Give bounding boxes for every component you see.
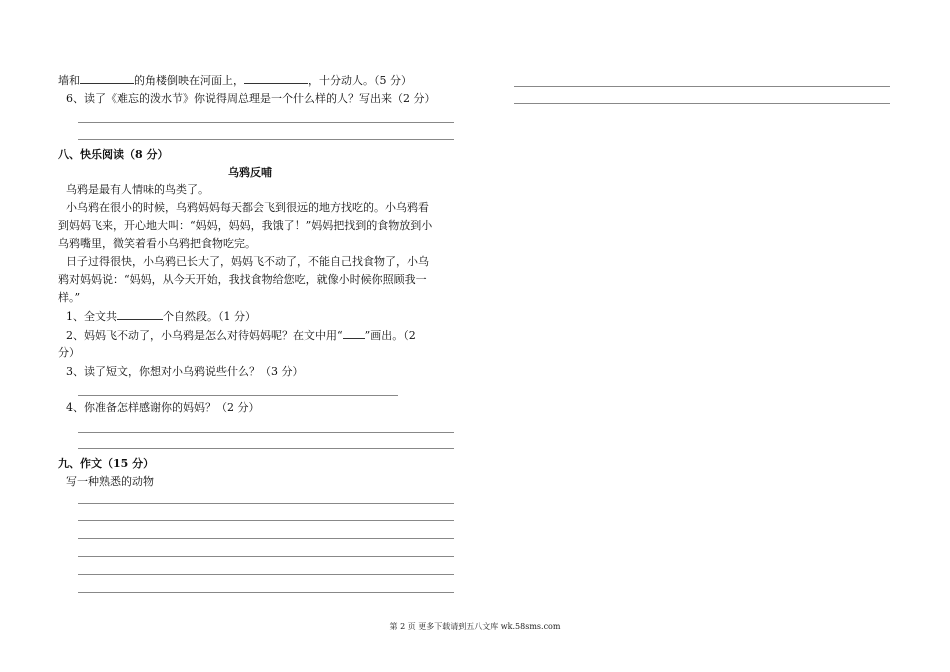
essay-line[interactable] xyxy=(78,538,454,539)
question-3: 3、读了短文，你想对小乌鸦说些什么？（3 分） xyxy=(66,365,304,378)
blank-underline[interactable] xyxy=(117,308,163,320)
section-8-heading: 八、快乐阅读（8 分） xyxy=(58,148,169,161)
passage-title: 乌鸦反哺 xyxy=(228,166,272,179)
essay-line[interactable] xyxy=(78,556,454,557)
passage-line: 日子过得很快，小乌鸦已长大了，妈妈飞不动了，不能自己找食物了，小乌 xyxy=(66,255,429,268)
fill-blank-line xyxy=(58,72,412,89)
blank-underline[interactable] xyxy=(244,72,308,84)
question-6: 6、读了《难忘的泼水节》你说得周总理是一个什么样的人？写出来（2 分） xyxy=(66,92,436,105)
answer-line[interactable] xyxy=(78,139,454,140)
essay-line[interactable] xyxy=(78,520,454,521)
section-9-heading: 九、作文（15 分） xyxy=(58,457,155,470)
passage-line: 样。” xyxy=(58,291,81,304)
answer-line[interactable] xyxy=(78,395,398,396)
question-2 xyxy=(66,327,416,344)
answer-line[interactable] xyxy=(78,432,454,433)
text-segment: 2、妈妈飞不动了，小乌鸦是怎么对待妈妈呢？在文中用“ xyxy=(66,329,343,342)
blank-underline[interactable] xyxy=(343,327,365,339)
question-4: 4、你准备怎样感谢你的妈妈？（2 分） xyxy=(66,401,260,414)
essay-prompt: 写一种熟悉的动物 xyxy=(66,475,154,488)
passage-line: 到妈妈飞来，开心地大叫：“妈妈，妈妈，我饿了！”妈妈把找到的食物放到小 xyxy=(58,219,433,232)
answer-line[interactable] xyxy=(78,122,454,123)
question-1 xyxy=(66,308,256,325)
essay-line[interactable] xyxy=(78,592,454,593)
text-segment: 个自然段。（1 分） xyxy=(163,310,256,323)
passage-line: 小乌鸦在很小的时候，乌鸦妈妈每天都会飞到很远的地方找吃的。小乌鸦看 xyxy=(66,201,429,214)
answer-line[interactable] xyxy=(514,103,890,104)
text-segment: 的角楼倒映在河面上， xyxy=(134,74,244,87)
essay-line[interactable] xyxy=(78,574,454,575)
page-footer: 第 2 页 更多下载请到五八文库 wk.58sms.com xyxy=(389,622,561,631)
text-segment: 墙和 xyxy=(58,74,80,87)
passage-line: 乌鸦嘴里，微笑着看小乌鸦把食物吃完。 xyxy=(58,237,256,250)
passage-line: 乌鸦是最有人情味的鸟类了。 xyxy=(66,183,209,196)
passage-line: 鸦对妈妈说：“妈妈，从今天开始，我找食物给您吃，就像小时候你照顾我一 xyxy=(58,273,427,286)
answer-line[interactable] xyxy=(514,86,890,87)
text-segment: ”画出。（2 xyxy=(364,329,416,342)
text-segment: 1、全文共 xyxy=(66,310,117,323)
text-segment: ，十分动人。（5 分） xyxy=(308,74,412,87)
essay-line[interactable] xyxy=(78,503,454,504)
answer-line[interactable] xyxy=(78,448,454,449)
blank-underline[interactable] xyxy=(80,72,134,84)
question-2-tail: 分） xyxy=(58,346,80,359)
